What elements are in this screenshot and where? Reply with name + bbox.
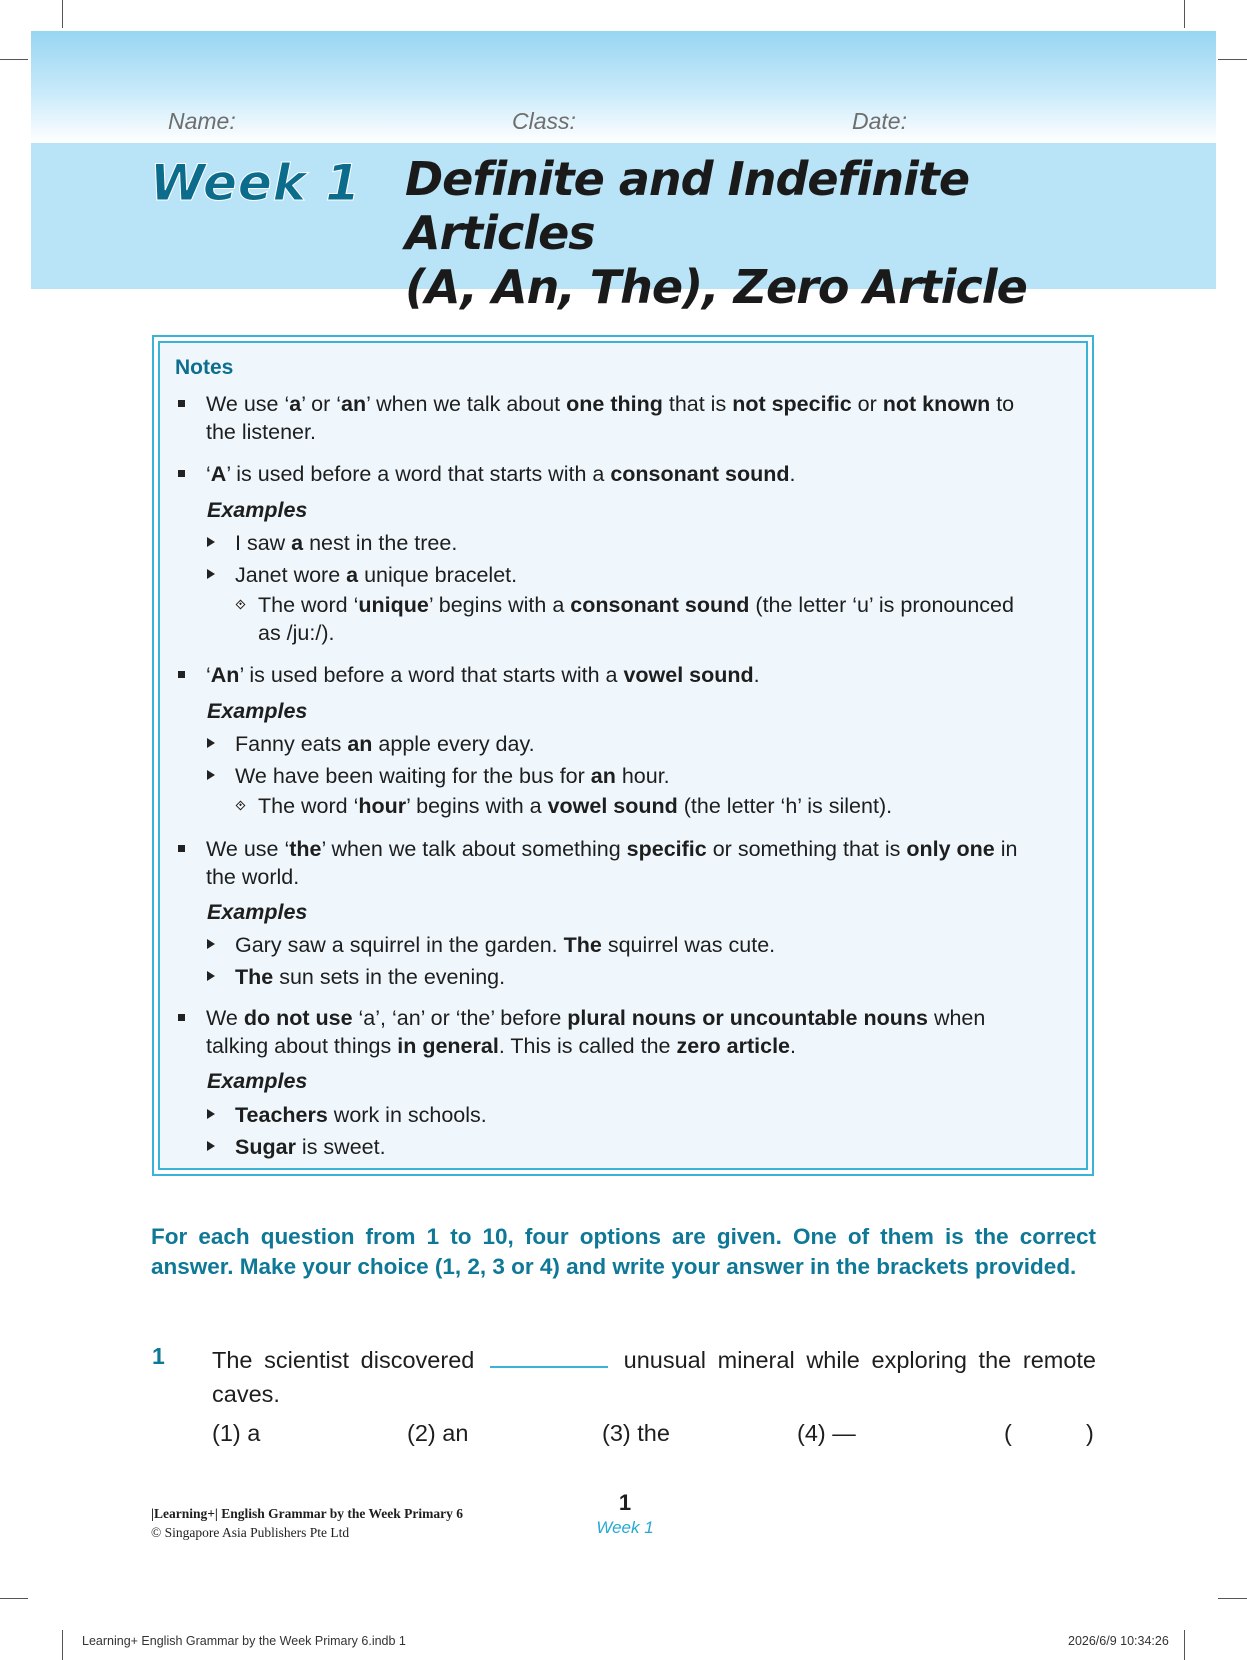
bullet-triangle <box>207 939 215 949</box>
rule-1-line-2: the listener. <box>206 420 316 444</box>
rule-3-line: ‘An’ is used before a word that starts with a vowel sound. <box>206 663 760 687</box>
crop-mark <box>0 1598 28 1599</box>
question-number: 1 <box>152 1343 165 1369</box>
rule-5-example-2: Sugar is sweet. <box>235 1135 386 1159</box>
rule-3-example-1: Fanny eats an apple every day. <box>235 732 535 756</box>
rule-2-line: ‘A’ is used before a word that starts with a consonant sound. <box>206 462 796 486</box>
rule-1-line-1: We use ‘a’ or ‘an’ when we talk about one thing that is not specific or not known to <box>206 392 1015 416</box>
bullet-square <box>178 671 185 678</box>
class-label: Class: <box>512 108 576 134</box>
bullet-triangle <box>207 1109 215 1119</box>
rule-2-example-1: I saw a nest in the tree. <box>235 531 458 555</box>
week-label: Week 1 <box>150 154 362 212</box>
page-week-label: Week 1 <box>596 1518 654 1537</box>
bullet-square <box>178 845 185 852</box>
footer-book-title: |Learning+| English Grammar by the Week Primary 6 <box>151 1506 464 1521</box>
option-2[interactable]: (2) an <box>407 1420 469 1446</box>
rule-4-line-1: We use ‘the’ when we talk about something specific or something that is only one in <box>206 837 1018 861</box>
crop-mark <box>0 59 28 60</box>
option-4[interactable]: (4) — <box>797 1420 856 1446</box>
crop-mark <box>62 1630 63 1660</box>
page-number: 1 <box>618 1490 632 1515</box>
rule-2-example-2: Janet wore a unique bracelet. <box>235 563 518 587</box>
footer-copyright: © Singapore Asia Publishers Pte Ltd <box>151 1525 350 1540</box>
rule-2-subnote-line-1: The word ‘unique’ begins with a consonant sound (the letter ‘u’ is pronounced <box>258 593 1014 617</box>
option-1[interactable]: (1) a <box>212 1420 261 1446</box>
examples-heading: Examples <box>207 1069 308 1093</box>
examples-heading: Examples <box>207 900 308 924</box>
crop-mark <box>1184 0 1185 28</box>
bullet-triangle <box>207 770 215 780</box>
name-label: Name: <box>168 108 236 134</box>
rule-3-subnote: The word ‘hour’ begins with a vowel sound (the letter ‘h’ is silent). <box>258 794 893 818</box>
bullet-triangle <box>207 971 215 981</box>
answer-bracket-close[interactable]: ) <box>1086 1420 1094 1446</box>
bullet-square <box>178 400 185 407</box>
bullet-triangle <box>207 1141 215 1151</box>
instructions: For each question from 1 to 10, four options are given. One of them is the correct answer. Make your choice (1, 2, 3 or 4) and write your answer in the brackets provided. <box>151 1224 1096 1279</box>
rule-5-line-1: We do not use ‘a’, ‘an’ or ‘the’ before plural nouns or uncountable nouns when <box>206 1006 986 1030</box>
rule-4-line-2: the world. <box>206 865 300 889</box>
bullet-triangle <box>207 738 215 748</box>
bullet-square <box>178 1014 185 1021</box>
question-text: The scientist discovered unusual mineral while exploring the remote caves. <box>212 1347 1097 1407</box>
page-title <box>405 152 1165 314</box>
crop-mark <box>62 0 63 28</box>
answer-blank <box>490 1348 608 1368</box>
date-label: Date: <box>852 108 907 134</box>
rule-4-example-2: The sun sets in the evening. <box>235 965 506 989</box>
crop-mark <box>1218 59 1247 60</box>
slug-file-info: Learning+ English Grammar by the Week Primary 6.indb 1 <box>82 1634 406 1648</box>
answer-bracket-open[interactable]: ( <box>1004 1420 1012 1446</box>
title-line-1: Definite and Indefinite Articles <box>405 152 970 260</box>
rule-5-example-1: Teachers work in schools. <box>235 1103 487 1127</box>
rule-2-subnote-line-2: as /ju:/). <box>258 621 335 645</box>
bullet-square <box>178 470 185 477</box>
rule-5-line-2: talking about things in general. This is called the zero article. <box>206 1034 796 1058</box>
bullet-triangle <box>207 537 215 547</box>
notes-heading: Notes <box>175 356 234 379</box>
crop-mark <box>1184 1630 1185 1660</box>
bullet-triangle <box>207 569 215 579</box>
rule-3-example-2: We have been waiting for the bus for an hour. <box>235 764 670 788</box>
title-line-2: (A, An, The), Zero Article <box>405 260 1027 314</box>
option-3[interactable]: (3) the <box>602 1420 670 1446</box>
rule-4-example-1: Gary saw a squirrel in the garden. The squirrel was cute. <box>235 933 776 957</box>
crop-mark <box>1218 1598 1247 1599</box>
slug-date: 2026/6/9 10:34:26 <box>1068 1634 1169 1648</box>
examples-heading: Examples <box>207 498 308 522</box>
examples-heading: Examples <box>207 699 308 723</box>
